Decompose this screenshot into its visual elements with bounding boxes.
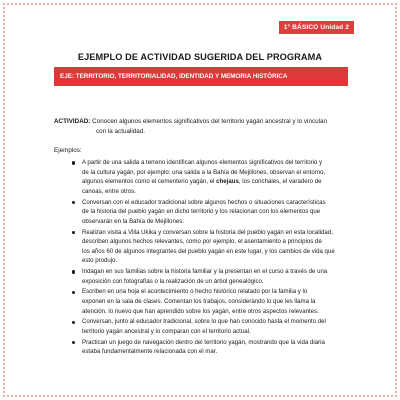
- item-line: los años 60 de algunos integrantes del pueblo yagán en este lugar, y los cambios de vida que: [82, 247, 335, 255]
- bullet-icon: [72, 161, 75, 164]
- item-line: Indagan en sus familias sobre la historia familiar y la presentan en el curso a través de una: [82, 268, 328, 276]
- bullet-icon: [72, 341, 75, 344]
- bullet-icon: [72, 231, 75, 234]
- item-line: describen algunos hechos relevantes, como por ejemplo, el asentamiento a principios de: [82, 238, 322, 246]
- list-item: [72, 317, 350, 336]
- bullet-icon: [72, 291, 75, 294]
- item-line: territorio yagán ancestral y lo comparan con el territorio actual.: [82, 328, 251, 336]
- item-line: Conversan con el educador tradicional sobre algunos hechos o situaciones características: [82, 198, 326, 206]
- list-item: [72, 228, 350, 266]
- item-text: algunos elementos como el cementerio yagán, el: [82, 178, 217, 186]
- item-line: exponen en la sala de clases. Comentan los trabajos, considerando lo que les llama la: [82, 298, 316, 306]
- page-title: EJEMPLO DE ACTIVIDAD SUGERIDA DEL PROGRAMA: [77, 52, 323, 62]
- list-item: [72, 158, 350, 196]
- examples-list: [72, 158, 350, 358]
- list-item: [72, 198, 350, 227]
- item-line: Practican un juego de navegación dentro del territorio yagán, mostrando que la vida diaria: [82, 338, 325, 346]
- list-item: [72, 287, 350, 316]
- item-emphasis: chejaus: [216, 178, 239, 186]
- item-line: A partir de una salida a terreno identifican algunos elementos significativos del territorio y: [82, 159, 323, 166]
- activity-text-line2: con la actualidad.: [96, 128, 146, 135]
- axis-banner: EJE: TERRITORIO, TERRITORIALIDAD, IDENTIDAD Y MEMORIA HISTÓRICA: [54, 67, 348, 86]
- item-line: atención, lo nuevo que han aprendido sobre los yagán, entre otros aspectos relevantes.: [82, 307, 319, 315]
- item-line: Conversan, junto al educador tradicional, sobre lo que han conocido hasta el momento del: [82, 318, 326, 326]
- bullet-icon: [72, 270, 75, 273]
- list-item: [72, 267, 350, 286]
- activity-text-line1: Conocen algunos elementos significativos del territorio yagán ancestral y lo vinculan: [92, 118, 328, 125]
- item-line: de la cultura yagán, por ejemplo: una salida a la Bahía de Mejillones, observan el entorno,: [82, 168, 326, 176]
- list-item: [72, 338, 350, 357]
- item-line: Realizan visita a Villa Ukika y conversan sobre la historia del pueblo yagán en esta localidad,: [82, 228, 333, 236]
- examples-label: Ejemplos:: [54, 147, 82, 154]
- item-line: Escriben en una hoja el acontecimiento o hecho histórico relatado por la familia y lo: [82, 288, 308, 296]
- bullet-icon: [72, 201, 75, 204]
- item-line: observarán en la Bahía de Mejillones.: [82, 217, 184, 225]
- activity-label: ACTIVIDAD:: [54, 118, 91, 125]
- activity-block: [54, 117, 350, 137]
- bullet-icon: [72, 321, 75, 324]
- item-text: , los conchales, el varadero de: [238, 178, 322, 186]
- item-line: estaba fundamentalmente relacionada con el mar.: [82, 348, 218, 356]
- item-line: canoas, entre otros.: [82, 187, 136, 195]
- item-line: [82, 177, 350, 187]
- item-line: de la historia del pueblo yagán en dicho territorio y los relacionan con los elementos que: [82, 208, 321, 216]
- item-line: esto produjo.: [82, 257, 118, 265]
- item-line: exposición con fotografías o la realización de un árbol genealógico.: [82, 277, 264, 285]
- unit-badge: 1° BÁSICO Unidad 2: [279, 21, 354, 34]
